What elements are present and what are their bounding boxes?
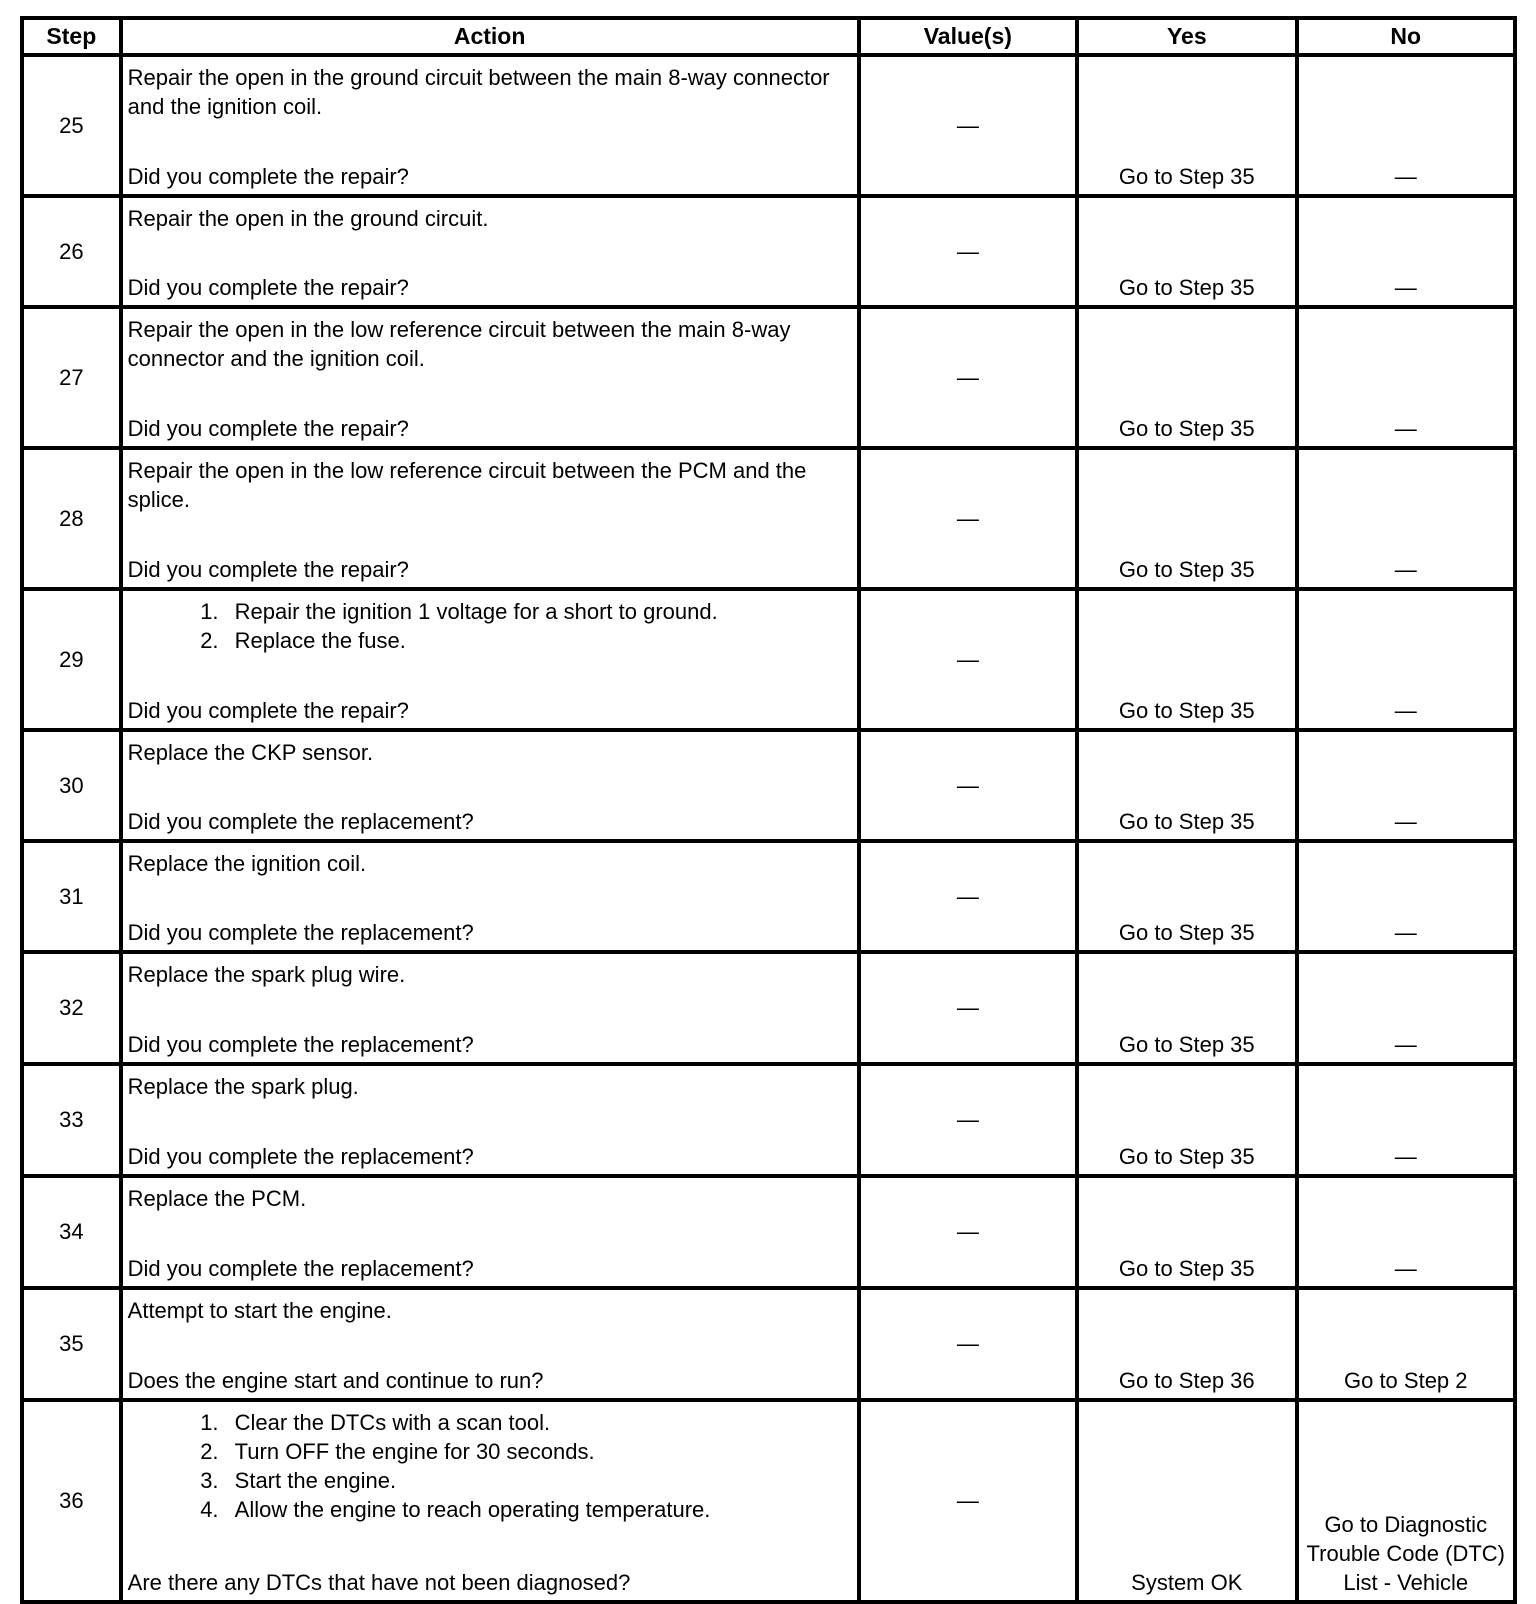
action-question: Did you complete the repair? [127,698,409,723]
header-yes: Yes [1077,18,1296,55]
action-step-list [128,597,853,655]
action-instruction: Repair the open in the low reference circuit between the PCM and the splice. [127,458,807,512]
no-cell: — [1297,448,1515,589]
action-question: Did you complete the replacement? [127,1144,474,1169]
action-content [123,1066,857,1174]
action-instructions [128,1296,853,1325]
table-row [22,196,1515,307]
action-question: Did you complete the repair? [127,164,409,189]
step-number: 33 [22,1064,121,1176]
header-no: No [1297,18,1515,55]
action-instructions [128,456,853,514]
action-step-item: 3. Start the engine. [225,1466,853,1495]
no-cell: — [1297,307,1515,448]
table-row [22,1288,1515,1400]
step-number: 30 [22,730,121,841]
action-cell [121,952,859,1064]
action-cell [121,841,859,952]
action-question: Does the engine start and continue to run? [127,1368,544,1393]
action-content [123,198,857,305]
no-cell: — [1297,1064,1515,1176]
yes-cell: Go to Step 35 [1077,589,1296,730]
step-number: 25 [22,55,121,196]
action-instruction: Attempt to start the engine. [127,1298,392,1323]
yes-cell: Go to Step 35 [1077,196,1296,307]
table-row [22,1064,1515,1176]
action-instruction: Replace the ignition coil. [127,851,367,876]
step-number: 27 [22,307,121,448]
value-cell: — [859,1176,1077,1288]
action-content [123,1178,857,1286]
value-cell: — [859,307,1077,448]
action-step-item: 1. Repair the ignition 1 voltage for a short to ground. [225,597,853,626]
action-question: Did you complete the replacement? [127,1256,474,1281]
action-content [123,450,857,587]
no-cell: — [1297,841,1515,952]
action-question: Did you complete the repair? [127,557,409,582]
table-row [22,448,1515,589]
action-content [123,309,857,446]
diagnostic-steps-table [20,16,1517,1604]
action-instructions [128,849,853,878]
no-cell: — [1297,952,1515,1064]
action-question: Did you complete the repair? [127,275,409,300]
no-cell: — [1297,55,1515,196]
step-number: 32 [22,952,121,1064]
yes-cell: Go to Step 35 [1077,1064,1296,1176]
table-row [22,952,1515,1064]
no-cell: — [1297,730,1515,841]
action-instructions [128,63,853,121]
action-question: Are there any DTCs that have not been diagnosed? [127,1570,631,1595]
action-content [123,591,857,728]
table-row [22,730,1515,841]
no-cell: Go to Diagnostic Trouble Code (DTC) List - Vehicle [1297,1400,1515,1602]
action-cell [121,1176,859,1288]
yes-cell: Go to Step 35 [1077,730,1296,841]
table-row [22,307,1515,448]
table-row [22,841,1515,952]
action-instructions [128,1072,853,1101]
action-instructions [128,597,853,655]
action-cell [121,1288,859,1400]
header-action: Action [121,18,859,55]
action-instructions [128,315,853,373]
action-instruction: Replace the CKP sensor. [127,740,374,765]
action-instructions [128,738,853,767]
yes-cell: Go to Step 35 [1077,448,1296,589]
action-instruction: Replace the spark plug. [127,1074,359,1099]
value-cell: — [859,952,1077,1064]
table-body [22,55,1515,1602]
action-question: Did you complete the replacement? [127,920,474,945]
action-instruction: Replace the spark plug wire. [127,962,406,987]
step-number: 31 [22,841,121,952]
action-instruction: Replace the PCM. [127,1186,307,1211]
action-cell [121,307,859,448]
action-question: Did you complete the replacement? [127,1032,474,1057]
action-instructions [128,1184,853,1213]
action-step-item: 4. Allow the engine to reach operating temperature. [225,1495,853,1524]
action-step-item: 2. Replace the fuse. [225,626,853,655]
header-row [22,18,1515,55]
action-cell [121,448,859,589]
step-number: 29 [22,589,121,730]
yes-cell: Go to Step 36 [1077,1288,1296,1400]
table-row [22,589,1515,730]
value-cell: — [859,1288,1077,1400]
action-instructions [128,204,853,233]
value-cell: — [859,196,1077,307]
action-content [123,1402,857,1600]
action-instruction: Repair the open in the ground circuit. [127,206,489,231]
table-row [22,1176,1515,1288]
action-instruction: Repair the open in the low reference circuit between the main 8-way connector and the ignition coil. [127,317,791,371]
yes-cell: Go to Step 35 [1077,307,1296,448]
table-row [22,55,1515,196]
step-number: 26 [22,196,121,307]
action-cell [121,589,859,730]
yes-cell: Go to Step 35 [1077,55,1296,196]
value-cell: — [859,1064,1077,1176]
action-step-item: 2. Turn OFF the engine for 30 seconds. [225,1437,853,1466]
no-cell: — [1297,196,1515,307]
step-number: 34 [22,1176,121,1288]
step-number: 35 [22,1288,121,1400]
table-row [22,1400,1515,1602]
value-cell: — [859,55,1077,196]
action-instructions [128,1408,853,1524]
action-cell [121,730,859,841]
value-cell: — [859,1400,1077,1602]
yes-cell: Go to Step 35 [1077,841,1296,952]
action-step-list [128,1408,853,1524]
value-cell: — [859,841,1077,952]
action-content [123,843,857,950]
value-cell: — [859,589,1077,730]
action-cell [121,196,859,307]
no-cell: — [1297,1176,1515,1288]
value-cell: — [859,448,1077,589]
action-cell [121,1064,859,1176]
no-cell: Go to Step 2 [1297,1288,1515,1400]
header-values: Value(s) [859,18,1077,55]
action-question: Did you complete the replacement? [127,809,474,834]
action-instruction: Repair the open in the ground circuit between the main 8-way connector and the ignition coil. [127,65,830,119]
action-content [123,732,857,839]
yes-cell: Go to Step 35 [1077,952,1296,1064]
action-cell [121,55,859,196]
action-step-item: 1. Clear the DTCs with a scan tool. [225,1408,853,1437]
yes-cell: Go to Step 35 [1077,1176,1296,1288]
header-step: Step [22,18,121,55]
step-number: 36 [22,1400,121,1602]
action-content [123,1290,857,1398]
action-cell [121,1400,859,1602]
value-cell: — [859,730,1077,841]
no-cell: — [1297,589,1515,730]
yes-cell: System OK [1077,1400,1296,1602]
step-number: 28 [22,448,121,589]
action-question: Did you complete the repair? [127,416,409,441]
action-content [123,954,857,1062]
action-content [123,57,857,194]
action-instructions [128,960,853,989]
